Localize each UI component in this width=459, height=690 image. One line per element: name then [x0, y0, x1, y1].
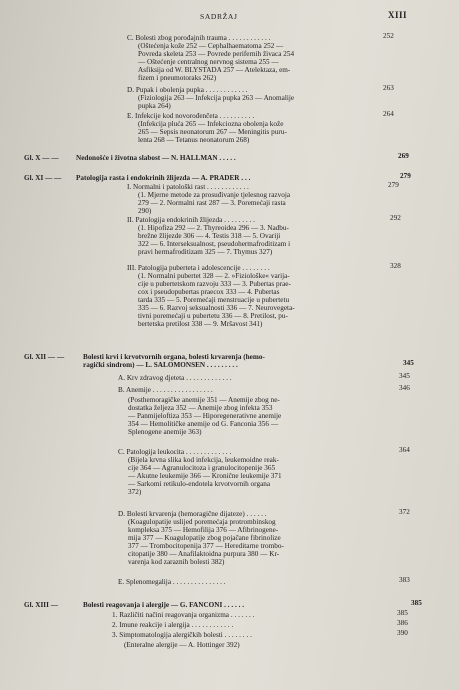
chapter-heading: Gl. XI — — — [24, 174, 62, 182]
toc-line: (Enteralne alergije — A. Hottinger 392) — [124, 641, 240, 649]
toc-line: 279 — 2. Normalni rast 287 — 3. Poremećaji rasta — [138, 199, 286, 207]
toc-line: C. Patologija leukocita . . . . . . . . . . . . . — [118, 448, 232, 456]
toc-line: citopatije 380 — Anafilaktoidna purpura 380 — Kr- — [128, 550, 280, 558]
toc-page-number: 345 — [403, 359, 414, 367]
toc-page-number: 263 — [383, 84, 394, 92]
toc-line: 1. Različiti načini reagovanja organizma . . . . . . . — [112, 611, 255, 619]
chapter-heading: Nedonošće i životna slabost — N. HALLMAN . . . . . — [76, 154, 236, 162]
toc-line: (Koagulopatije uslijed poremećaja protrombinskog — [128, 518, 276, 526]
toc-line: III. Patologija puberteta i adolescencije . . . . . . . . — [127, 264, 270, 272]
toc-line: cije 364 — Agranulocitoza i granulocitopenije 365 — [128, 464, 276, 472]
toc-line: Povreda skeleta 253 — Povrede perifernih živaca 254 — [138, 50, 295, 58]
toc-page-number: 386 — [397, 619, 408, 627]
toc-page-number: 292 — [390, 214, 401, 222]
toc-line: B. Anemije . . . . . . . . . . . . . . . . . — [118, 386, 213, 394]
toc-line: — Sarkomi retikulo-endotela krvotvornih organa — [128, 480, 271, 488]
chapter-heading: Patologija rasta i endokrinih žlijezda — A. PRADER . . . — [76, 174, 251, 182]
toc-page-number: 252 — [383, 32, 394, 40]
toc-line: — Panmijeloftiza 353 — Hiporegenerativne anemije — [128, 412, 282, 420]
toc-page-number: 372 — [399, 508, 410, 516]
toc-page-number: 385 — [397, 609, 408, 617]
toc-line: tarda 335 — 5. Poremećaji menstruacije u pubertetu — [138, 296, 290, 304]
toc-page-number: 269 — [398, 152, 409, 160]
toc-line: (Posthemoragičke anemije 351 — Anemije zbog ne- — [128, 396, 280, 404]
toc-line: (Infekcija pluća 265 — Infekciozna obolenja kože — [138, 120, 284, 128]
toc-page-number: 328 — [390, 262, 401, 270]
toc-line: Asfiksija od W. BLYSTADA 257 — Atelektaza, em- — [138, 66, 291, 74]
toc-line: II. Patologija endokrinih žlijezda . . . . . . . . . — [127, 216, 255, 224]
toc-page-number: 345 — [399, 372, 410, 380]
toc-page-number: 383 — [399, 576, 410, 584]
toc-line: — Oštećenje centralnog nervnog sistema 255 — — [138, 58, 279, 66]
toc-line: (1. Normalni pubertet 328 — 2. »Fiziološke« varija- — [138, 272, 290, 280]
chapter-heading: Bolesti krvi i krvotvornih organa, bolesti krvarenja (hemo- — [83, 353, 265, 361]
toc-line: (Fiziologija 263 — Infekcija pupka 263 — Anomalije — [138, 94, 295, 102]
toc-line: 2. Imune reakcije i alergija . . . . . . . . . . . . — [112, 621, 234, 629]
toc-line: (Bijela krvna slika kod infekcija, leukemoidne reak- — [128, 456, 279, 464]
chapter-heading: ragički sindrom) — L. SALOMONSEN . . . . . . . . . — [83, 361, 238, 369]
toc-line: (1. Hipofiza 292 — 2. Thyreoidea 296 — 3. Nadbu- — [138, 224, 289, 232]
toc-page-number: 390 — [397, 629, 408, 637]
toc-line: kompleksa 375 — Hemofilija 376 — Afibrinogene- — [128, 526, 279, 534]
toc-line: pupka 264) — [138, 102, 171, 110]
toc-line: 3. Simptomatologija alergičkih bolesti . . . . . . . . — [112, 631, 252, 639]
toc-line: Splenogene anemije 363) — [128, 428, 202, 436]
toc-page-number: 385 — [411, 599, 422, 607]
toc-line: A. Krv zdravog djeteta . . . . . . . . . . . . . — [118, 374, 232, 382]
toc-line: 290) — [138, 207, 152, 215]
toc-line: (Oštećenja kože 252 — Cephalhaematoma 252 — — [138, 42, 284, 50]
toc-line: varenja kod zaraznih bolesti 382) — [128, 558, 225, 566]
toc-line: 265 — Sepsis neonatorum 267 — Meningitis puru- — [138, 128, 287, 136]
toc-page-number: 279 — [400, 172, 411, 180]
toc-line: — Akutne leukemije 366 — Kronične leukemije 371 — [128, 472, 282, 480]
toc-line: fizem i pneumotoraks 262) — [138, 74, 217, 82]
toc-line: cox i pseudopubertas praecox 333 — 4. Pubertas — [138, 288, 280, 296]
toc-line: bertetska pretilost 338 — 9. Mršavost 341) — [138, 320, 263, 328]
toc-line: lenta 268 — Tetanus neonatorum 268) — [138, 136, 250, 144]
page-number: XIII — [388, 10, 408, 20]
toc-line: cije u pubertetskom razvoju 333 — 3. Pubertas prae- — [138, 280, 291, 288]
toc-page-number: 364 — [399, 446, 410, 454]
toc-line: I. Normalni i patološki rast . . . . . . . . . . . . — [127, 183, 249, 191]
chapter-heading: Bolesti reagovanja i alergije — G. FANCONI . . . . . . — [83, 601, 245, 609]
toc-line: D. Pupak i obolenja pupka . . . . . . . . . . . . — [127, 86, 248, 94]
toc-line: D. Bolesti krvarenja (hemoragične dijateze) . . . . . . — [118, 510, 267, 518]
toc-line: E. Splenomegalija . . . . . . . . . . . . . . . — [118, 578, 226, 586]
toc-line: brežne žlijezde 306 — 4. Testis 318 — 5. Ovariji — [138, 232, 281, 240]
toc-page-number: 346 — [399, 384, 410, 392]
toc-page-number: 264 — [383, 110, 394, 118]
chapter-heading: Gl. X — — — [24, 154, 59, 162]
toc-line: 322 — 6. Interseksualnost, pseudohermafroditizam i — [138, 240, 291, 248]
toc-line: E. Infekcije kod novorođenčeta . . . . . . . . . . — [127, 112, 255, 120]
toc-line: 335 — 6. Razvoj seksualnosti 336 — 7. Neurovegeta- — [138, 304, 295, 312]
toc-line: 372) — [128, 488, 142, 496]
toc-page-number: 279 — [388, 181, 399, 189]
chapter-heading: Gl. XII — — — [24, 353, 65, 361]
chapter-heading: Gl. XIII — — [24, 601, 58, 609]
toc-line: C. Bolesti zbog porođajnih trauma . . . . . . . . . . . . — [127, 34, 271, 42]
toc-line: mija 377 — Koagulopatije zbog pojačane fibrinolize — [128, 534, 281, 542]
toc-line: 354 — Hemolitičke anemije od G. Fanconia 356 — — [128, 420, 279, 428]
toc-line: 377 — Trombocitopenija 377 — Hereditarne trombo- — [128, 542, 284, 550]
toc-line: pravi hermafroditizam 325 — 7. Thymus 327) — [138, 248, 273, 256]
toc-line: dostatka željeza 352 — Anemije zbog infekta 353 — [128, 404, 273, 412]
toc-line: (1. Mjerne metode za prosuđivanje tjelesnog razvoja — [138, 191, 291, 199]
toc-line: tivni poremećaji u pubertetu 336 — 8. Pretilost, pu- — [138, 312, 288, 320]
running-header: SADRŽAJ — [200, 12, 238, 21]
